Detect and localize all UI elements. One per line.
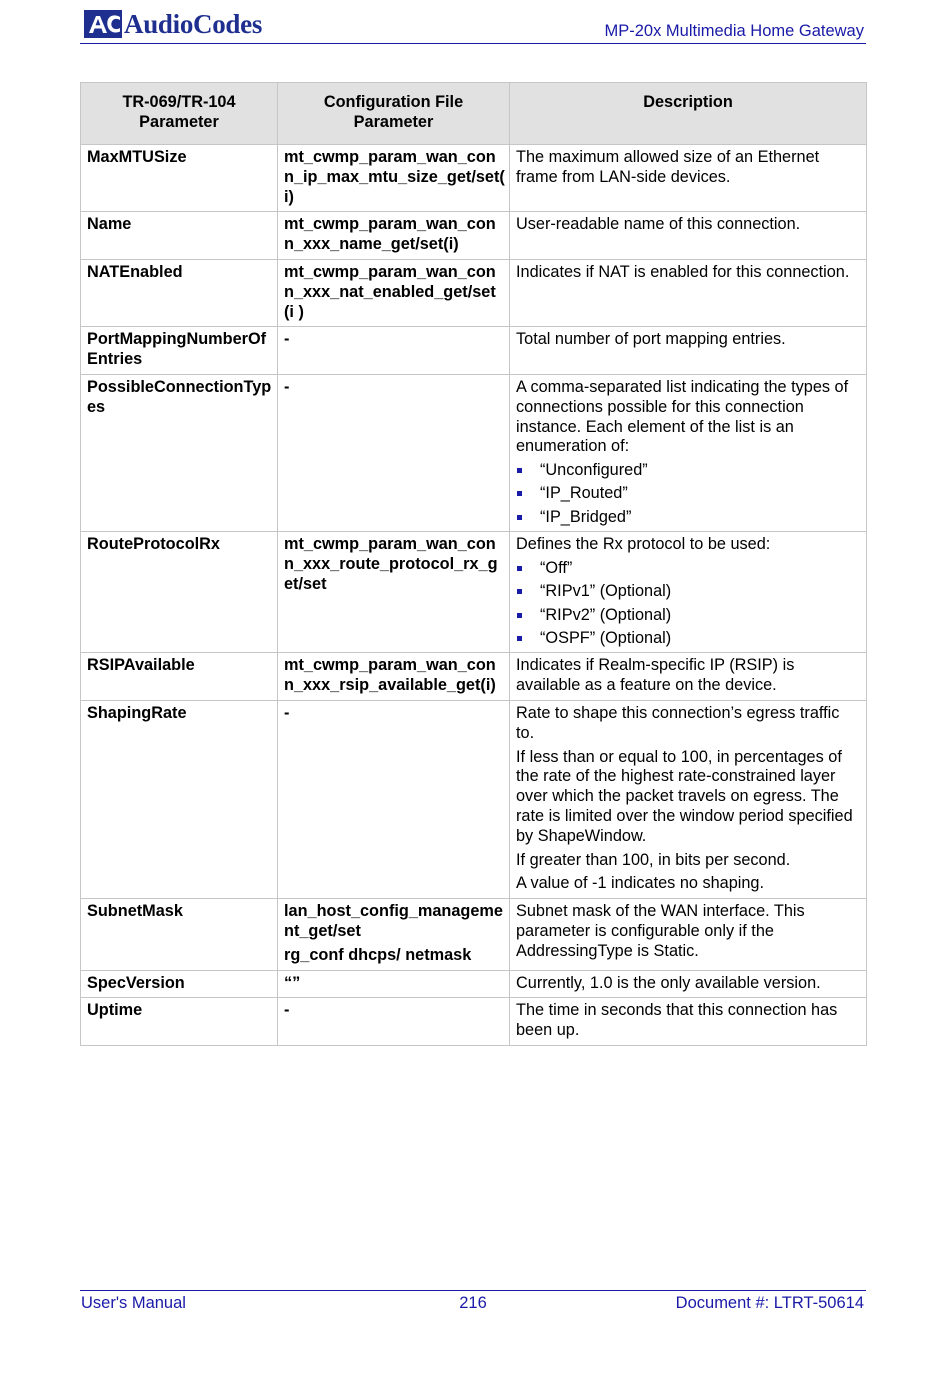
description-text: Indicates if NAT is enabled for this connection. [516, 262, 850, 281]
parameter-name-cell: RouteProtocolRx [81, 532, 278, 653]
config-parameter-text: - [284, 330, 290, 349]
description-text: Total number of port mapping entries. [516, 330, 786, 349]
document-header-title: MP-20x Multimedia Home Gateway [604, 22, 864, 40]
description-cell [510, 998, 867, 1046]
footer-page-number: 216 [459, 1294, 487, 1312]
description-cell [510, 145, 867, 212]
header-divider [80, 43, 866, 44]
parameter-table [80, 82, 867, 1046]
config-parameter-cell [278, 532, 510, 653]
bullet-list [516, 559, 862, 648]
description-text: User-readable name of this connection. [516, 215, 801, 234]
config-parameter-text: mt_cwmp_param_wan_conn_xxx_name_get/set(i) [284, 215, 496, 254]
description-text: A value of -1 indicates no shaping. [516, 874, 765, 893]
parameter-name-cell: PortMappingNumberOfEntries [81, 327, 278, 375]
column-header-tr069: TR-069/TR-104 Parameter [81, 83, 278, 145]
description-cell [510, 532, 867, 653]
config-parameter-cell [278, 374, 510, 531]
bullet-list-item: “RIPv2” (Optional) [516, 606, 862, 626]
parameter-name-cell: MaxMTUSize [81, 145, 278, 212]
table-row [81, 374, 867, 531]
parameter-name-cell: SubnetMask [81, 899, 278, 970]
logo-wordmark: AudioCodes [124, 9, 263, 39]
table-row [81, 259, 867, 326]
description-text: The maximum allowed size of an Ethernet frame from LAN-side devices. [516, 148, 820, 186]
description-text: If greater than 100, in bits per second. [516, 850, 791, 869]
parameter-name-cell: SpecVersion [81, 970, 278, 998]
table-body [81, 145, 867, 1046]
config-parameter-cell [278, 212, 510, 260]
config-parameter-cell [278, 327, 510, 375]
description-cell [510, 212, 867, 260]
audiocodes-logo [84, 9, 262, 39]
parameter-name-cell: ShapingRate [81, 701, 278, 899]
parameter-name-cell: RSIPAvailable [81, 653, 278, 701]
config-parameter-text: mt_cwmp_param_wan_conn_ip_max_mtu_size_get/set( i) [284, 148, 505, 206]
config-parameter-text: - [284, 1001, 290, 1020]
description-text: Subnet mask of the WAN interface. This parameter is configurable only if the AddressingType is Static. [516, 902, 805, 960]
table-row [81, 327, 867, 375]
config-parameter-text: rg_conf dhcps/ netmask [284, 945, 472, 964]
config-parameter-cell [278, 653, 510, 701]
table-row [81, 653, 867, 701]
description-cell [510, 374, 867, 531]
table-header-row [81, 83, 867, 145]
config-parameter-text: “” [284, 973, 301, 992]
bullet-list-item: “Off” [516, 559, 862, 579]
description-text: Currently, 1.0 is the only available version. [516, 973, 821, 992]
config-parameter-cell [278, 899, 510, 970]
config-parameter-text: - [284, 377, 290, 396]
table-row [81, 212, 867, 260]
description-text: Indicates if Realm-specific IP (RSIP) is available as a feature on the device. [516, 656, 795, 695]
config-parameter-cell [278, 145, 510, 212]
bullet-list-item: “RIPv1” (Optional) [516, 582, 862, 602]
table-row [81, 145, 867, 212]
bullet-list-item: “OSPF” (Optional) [516, 629, 862, 649]
description-text: Rate to shape this connection’s egress traffic to. [516, 704, 840, 742]
table-row [81, 998, 867, 1046]
description-text: If less than or equal to 100, in percentages of the rate of the highest rate-constrained layer over which the packet travels on egress. The rate is limited over the window period specified by ShapeWindow. [516, 747, 853, 845]
bullet-list-item: “IP_Routed” [516, 484, 862, 504]
config-parameter-text: - [284, 704, 290, 723]
table-row [81, 899, 867, 970]
bullet-list-item: “Unconfigured” [516, 461, 862, 481]
description-text: The time in seconds that this connection has been up. [516, 1001, 838, 1040]
table-row [81, 701, 867, 899]
config-parameter-cell [278, 259, 510, 326]
description-cell [510, 899, 867, 970]
description-text: A comma-separated list indicating the types of connections possible for this connection instance. Each element of the list is an enumeration of: [516, 377, 849, 456]
footer-divider [80, 1290, 866, 1291]
config-parameter-text: mt_cwmp_param_wan_conn_xxx_route_protocol_rx_get/set [284, 535, 498, 593]
description-cell [510, 970, 867, 998]
description-cell [510, 259, 867, 326]
table-row [81, 532, 867, 653]
column-header-description: Description [510, 83, 867, 145]
description-cell [510, 701, 867, 899]
config-parameter-text: mt_cwmp_param_wan_conn_xxx_nat_enabled_get/set(i ) [284, 262, 496, 321]
column-header-config-file: Configuration File Parameter [278, 83, 510, 145]
config-parameter-text: mt_cwmp_param_wan_conn_xxx_rsip_available_get(i) [284, 656, 496, 695]
description-cell [510, 327, 867, 375]
config-parameter-cell [278, 998, 510, 1046]
bullet-list-item: “IP_Bridged” [516, 508, 862, 528]
config-parameter-text: lan_host_config_management_get/set [284, 902, 503, 941]
audiocodes-logo-icon [84, 10, 122, 38]
description-text: Defines the Rx protocol to be used: [516, 535, 771, 554]
parameter-name-cell: Uptime [81, 998, 278, 1046]
table-row [81, 970, 867, 998]
footer-document-number: Document #: LTRT-50614 [675, 1294, 864, 1312]
config-parameter-cell [278, 701, 510, 899]
parameter-name-cell: Name [81, 212, 278, 260]
parameter-name-cell: NATEnabled [81, 259, 278, 326]
description-cell [510, 653, 867, 701]
bullet-list [516, 461, 862, 527]
footer-manual-label: User's Manual [81, 1294, 186, 1312]
parameter-name-cell: PossibleConnectionTypes [81, 374, 278, 531]
config-parameter-cell [278, 970, 510, 998]
